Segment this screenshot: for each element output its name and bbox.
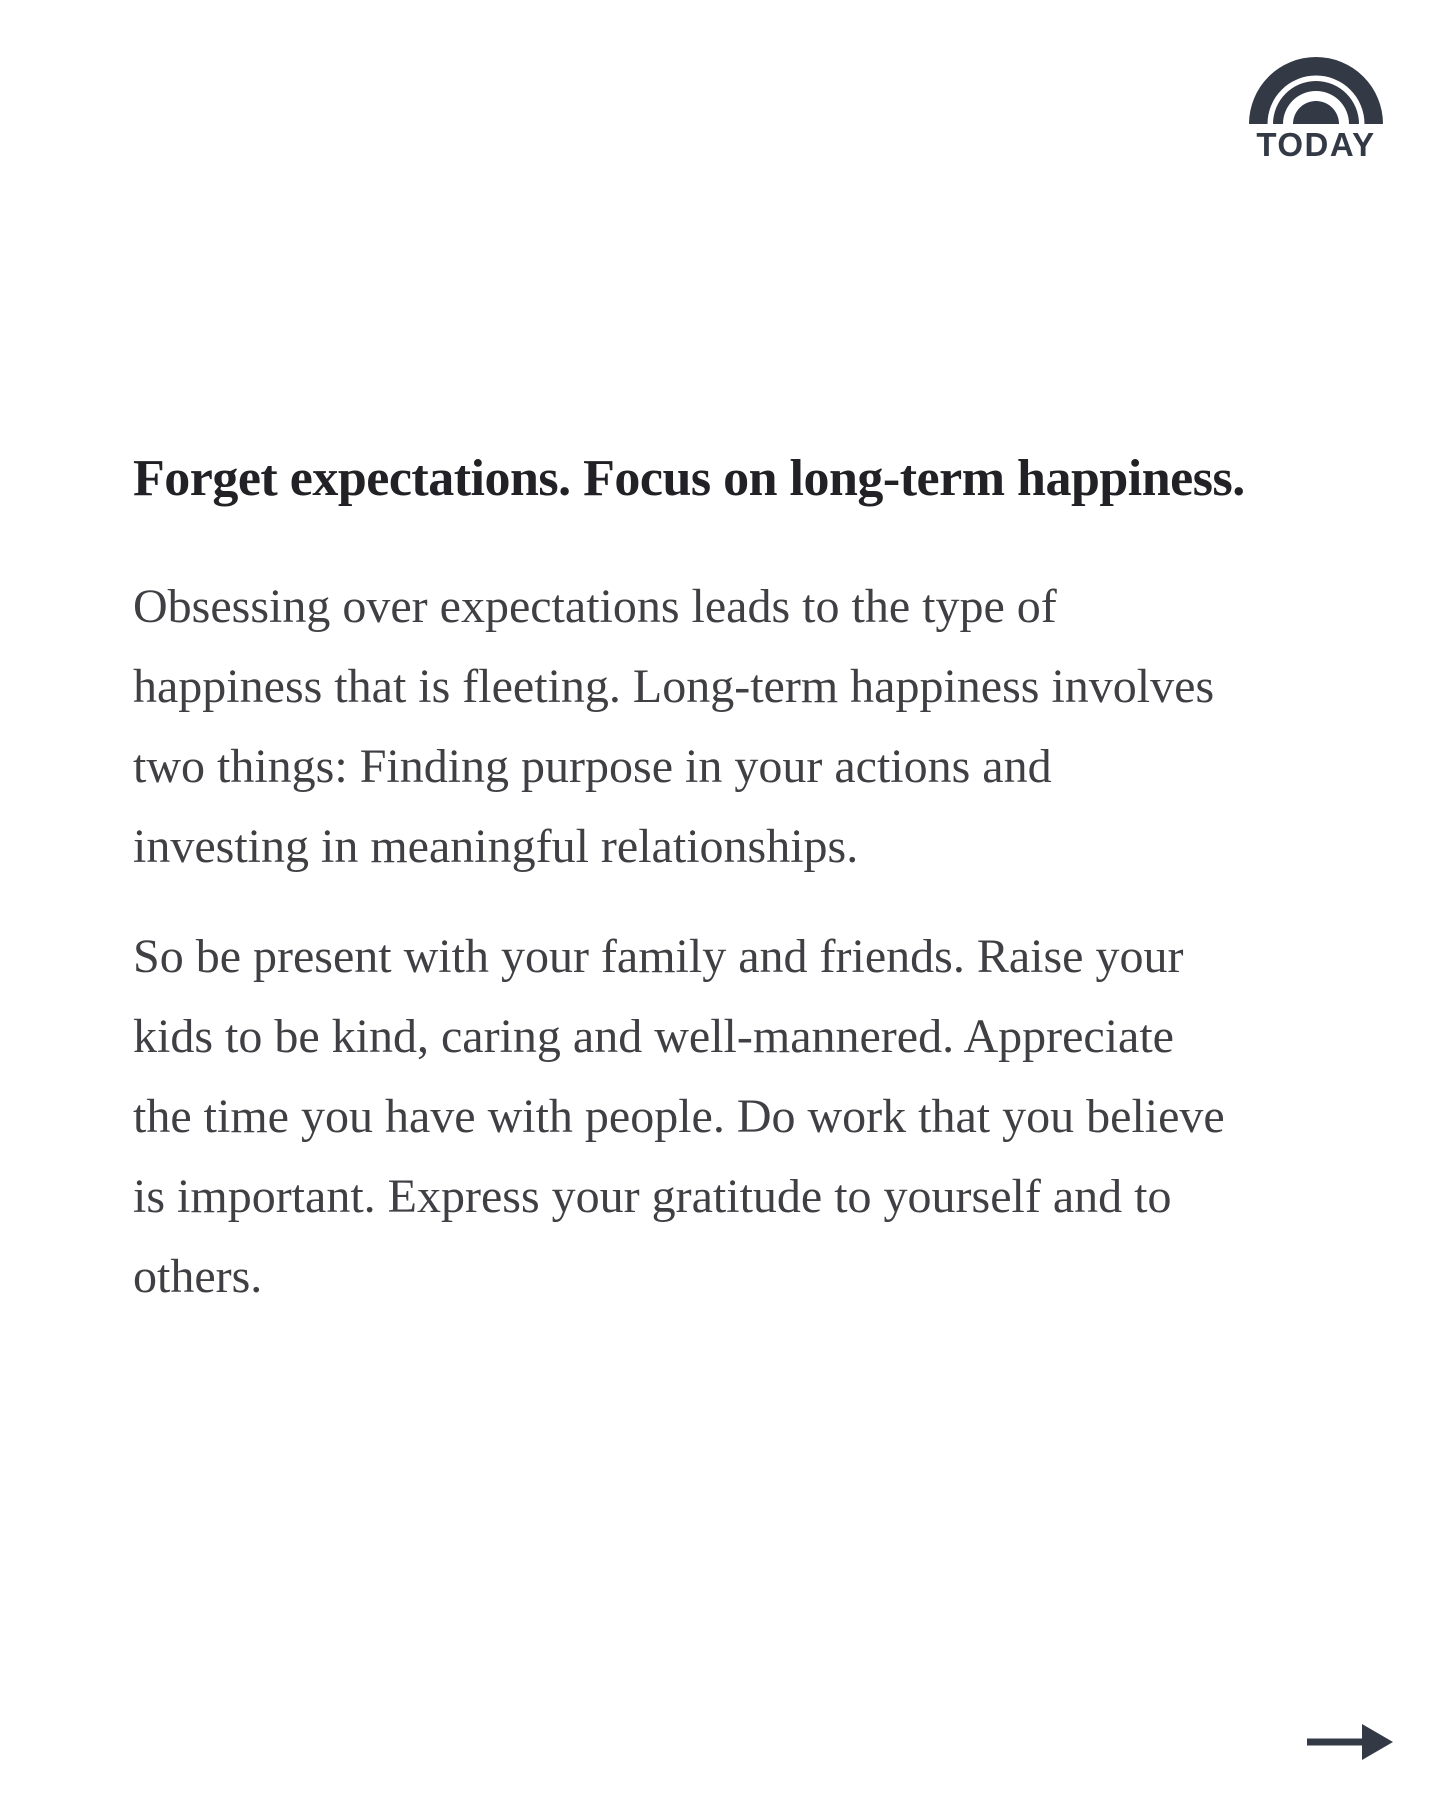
headline: Forget expectations. Focus on long-term happiness. — [133, 450, 1245, 507]
body-line: the time you have with people. Do work that you believe — [133, 1090, 1225, 1144]
body-line: is important. Express your gratitude to yourself and to — [133, 1170, 1172, 1224]
body-line: happiness that is fleeting. Long-term happiness involves — [133, 660, 1215, 714]
body-line: investing in meaningful relationships. — [133, 820, 859, 874]
next-arrow-icon[interactable] — [1307, 1722, 1393, 1762]
body-line: others. — [133, 1250, 263, 1304]
paragraph-1 — [133, 567, 1338, 887]
today-wordmark: TODAY — [1256, 126, 1376, 163]
sunrise-arcs-icon — [1249, 56, 1383, 124]
body-line: two things: Finding purpose in your actions and — [133, 740, 1052, 794]
today-logo — [1246, 56, 1386, 161]
article — [133, 450, 1338, 1347]
paragraph-2 — [133, 917, 1338, 1317]
body-line: kids to be kind, caring and well-mannered. Appreciate — [133, 1010, 1174, 1064]
body-line: Obsessing over expectations leads to the type of — [133, 580, 1057, 634]
body-line: So be present with your family and friends. Raise your — [133, 930, 1184, 984]
